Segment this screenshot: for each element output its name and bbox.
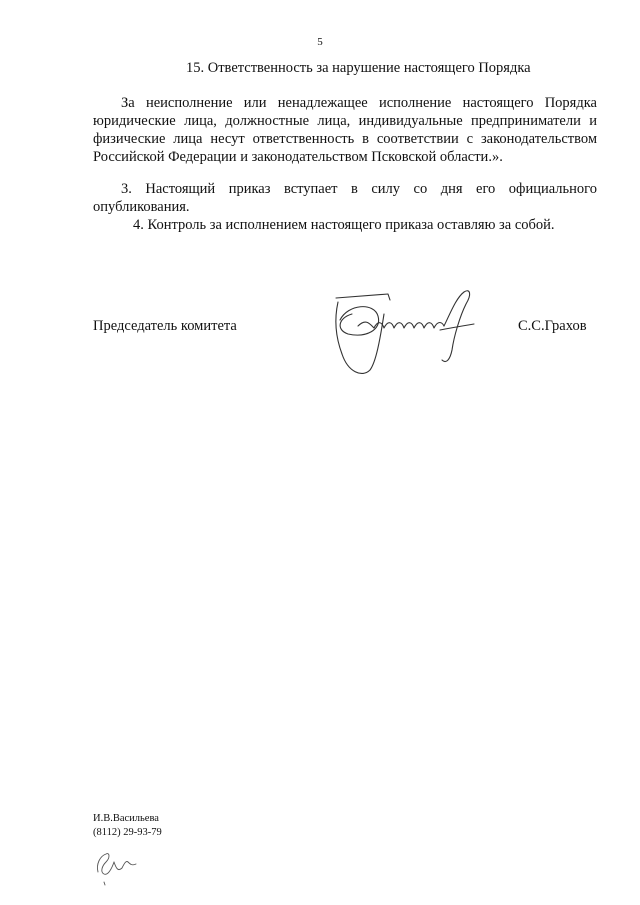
- contact-name: И.В.Васильева: [93, 813, 159, 824]
- section-heading: 15. Ответственность за нарушение настоящего Порядка: [186, 60, 531, 76]
- handwritten-initials: [90, 842, 150, 888]
- signer-title: Председатель комитета: [93, 318, 237, 334]
- handwritten-signature: [318, 280, 488, 380]
- signer-name: С.С.Грахов: [518, 318, 587, 334]
- page-number: 5: [317, 36, 323, 48]
- section-paragraph: За неисполнение или ненадлежащее исполнение настоящего Порядка юридические лица, должностные лица, индивидуальные предприниматели и физические лица несут ответственность в соответствии с законодательством Российской Федерации и законодательством Псковской области.».: [93, 95, 597, 165]
- clause-3: 3. Настоящий приказ вступает в силу со дня его официального опубликования.: [93, 181, 597, 215]
- contact-phone: (8112) 29-93-79: [93, 827, 162, 838]
- clause-4: 4. Контроль за исполнением настоящего приказа оставляю за собой.: [133, 217, 555, 233]
- contact-block: [93, 812, 162, 840]
